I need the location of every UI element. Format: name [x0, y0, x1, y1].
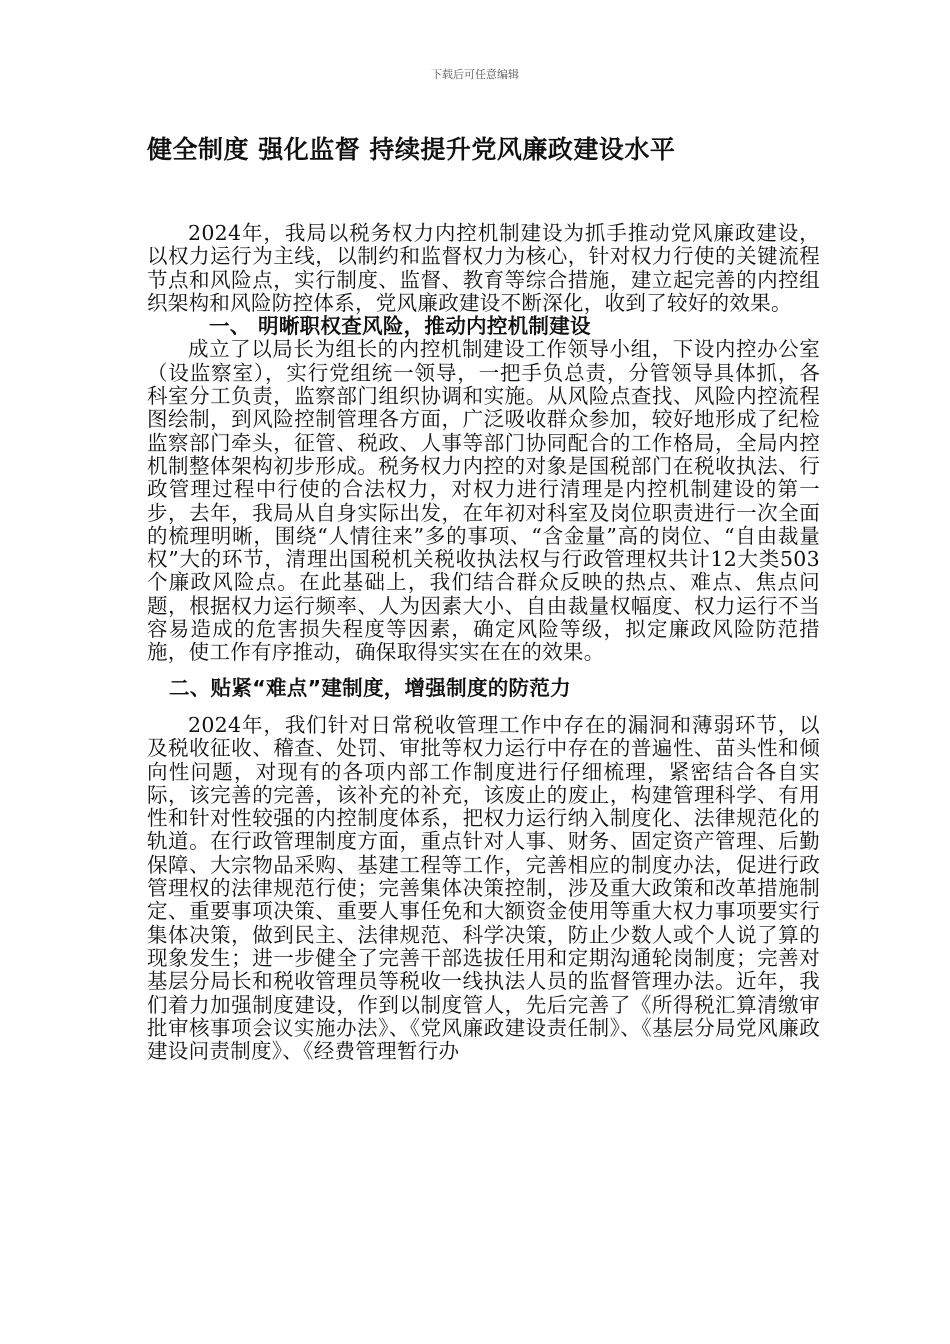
header-note: 下载后可任意编辑	[431, 68, 519, 81]
section-heading-2: 二、贴紧“难点”建制度，增强制度的防范力	[169, 675, 571, 700]
section-2-paragraph: 2024年，我们针对日常税收管理工作中存在的漏洞和薄弱环节，以及税收征收、稽查、处罚、审批等权力运行中存在的普遍性、苗头性和倾向性问题，对现有的各项内部工作制度进行仔细梳理，紧密结合各自实际，该完善的完善，该补充的补充，该废止的废止，构建管理科学、有用性和针对性较强的内控制度体系，把权力运行纳入制度化、法律规范化的轨道。在行政管理制度方面，重点针对人事、财务、固定资产管理、后勤保障、大宗物品采购、基建工程等工作，完善相应的制度办法，促进行政管理权的法律规范行使；完善集体决策控制，涉及重大政策和改革措施制定、重要事项决策、重要人事任免和大额资金使用等重大权力事项要实行集体决策，做到民主、法律规范、科学决策，防止少数人或个人说了算的现象发生；进一步健全了完善干部选拔任用和定期沟通轮岗制度；完善对基层分局长和税收管理员等税收一线执法人员的监督管理办法。近年，我们着力加强制度建设，作到以制度管人，先后完善了《所得税汇算清缴审批审核事项会议实施办法》、《党风廉政建设责任制》、《基层分局党风廉政建设问责制度》、《经费管理暂行办	[147, 712, 820, 1064]
section-heading-1: 一、 明晰职权查风险，推动内控机制建设	[209, 314, 591, 339]
section-1-paragraph: 成立了以局长为组长的内控机制建设工作领导小组，下设内控办公室（设监察室），实行党组统一领导，一把手负总责，分管领导具体抓，各科室分工负责，监察部门组织协调和实施。从风险点查找、风险内控流程图绘制，到风险控制管理各方面，广泛吸收群众参加，较好地形成了纪检监察部门牵头，征管、税政、人事等部门协同配合的工作格局，全局内控机制整体架构初步形成。税务权力内控的对象是国税部门在税收执法、行政管理过程中行使的合法权力，对权力进行清理是内控机制建设的第一步，去年，我局从自身实际出发，在年初对科室及岗位职责进行一次全面的梳理明晰，围绕“人情往来”多的事项、“含金量”高的岗位、“自由裁量权”大的环节，清理出国税机关税收执法权与行政管理权共计12大类503个廉政风险点。在此基础上，我们结合群众反映的热点、难点、焦点问题，根据权力运行频率、人为因素大小、自由裁量权幅度、权力运行不当容易造成的危害损失程度等因素，确定风险等级，拟定廉政风险防范措施，使工作有序推动，确保取得实实在在的效果。	[147, 337, 820, 665]
document-title: 健全制度 强化监督 持续提升党风廉政建设水平	[147, 135, 676, 164]
intro-paragraph: 2024年，我局以税务权力内控机制建设为抓手推动党风廉政建设，以权力运行为主线，以制约和监督权力为核心，针对权力行使的关键流程节点和风险点，实行制度、监督、教育等综合措施，建立起完善的内控组织架构和风险防控体系，党风廉政建设不断深化，收到了较好的效果。	[147, 221, 820, 315]
document-body	[147, 222, 820, 1063]
